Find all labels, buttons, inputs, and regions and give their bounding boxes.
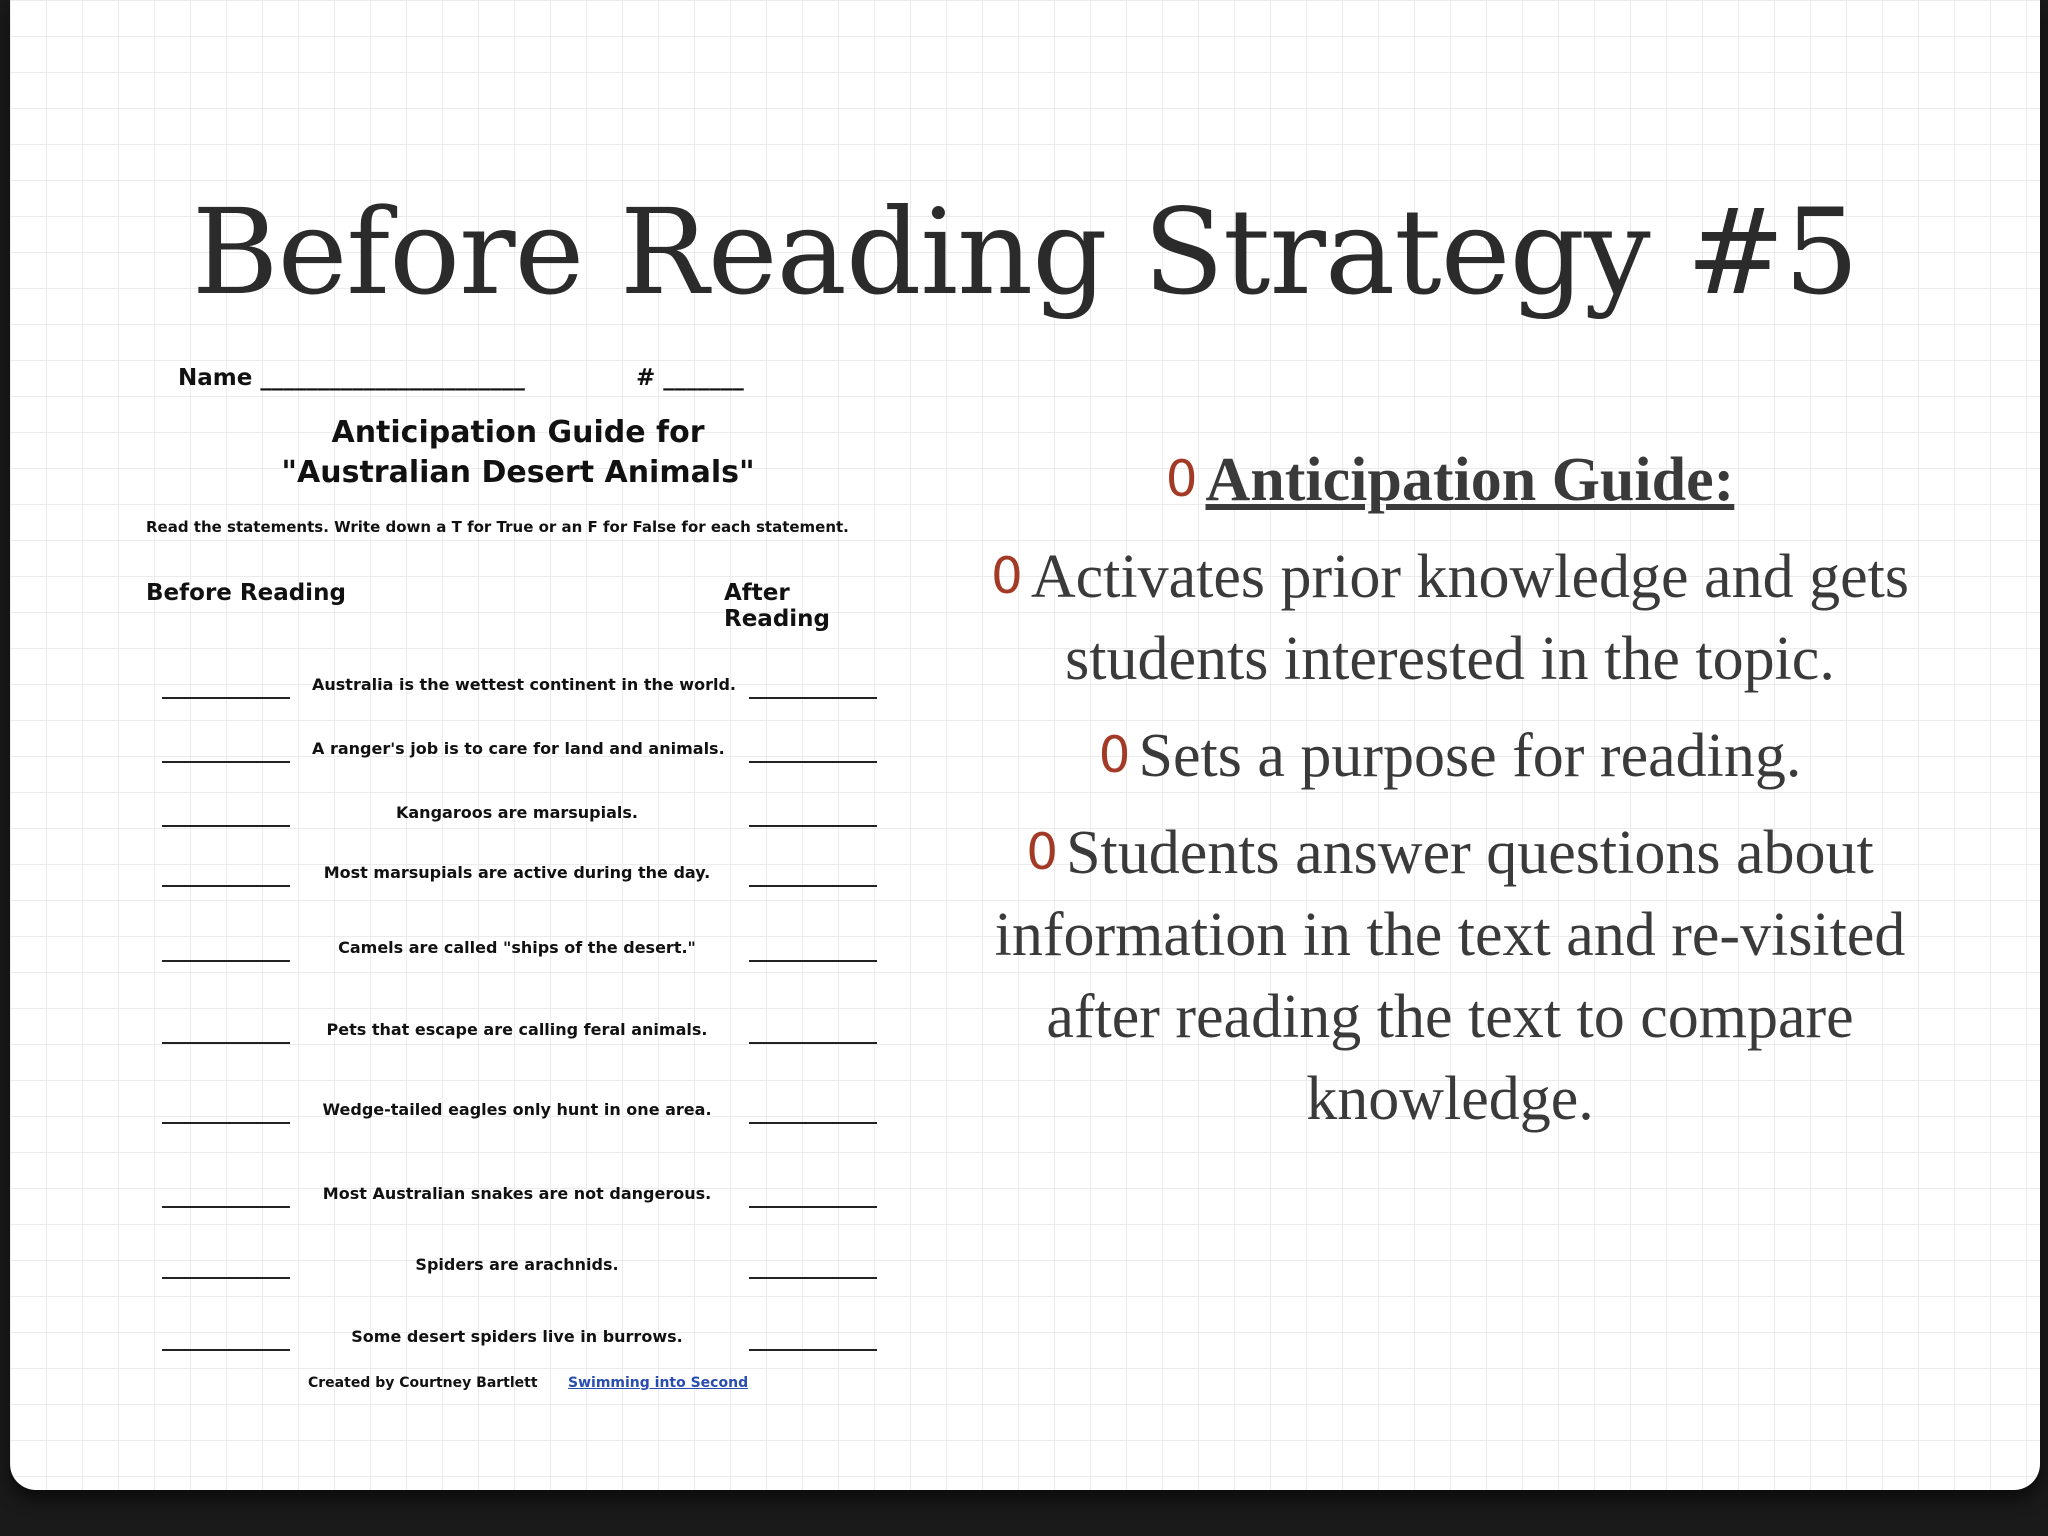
worksheet-row [162,938,877,968]
bullet-item-text: Activates prior knowledge and gets students interested in the topic. [1030,543,1909,693]
slide-title: Before Reading Strategy #5 [191,183,1859,321]
bullet-heading-text: Anticipation Guide: [1205,446,1735,514]
worksheet-row [162,1184,877,1214]
after-answer-line [749,1277,877,1279]
after-answer-line [749,761,877,763]
after-answer-line [749,1042,877,1044]
worksheet-row [162,1255,877,1285]
worksheet-statement: A ranger's job is to care for land and animals. [312,739,725,758]
worksheet-statement: Australia is the wettest continent in the world. [312,675,736,694]
bullet-item [970,535,1930,700]
before-answer-line [162,885,290,887]
before-answer-line [162,960,290,962]
worksheet-footer-link: Swimming into Second [568,1375,749,1391]
worksheet-after-reading-label: After Reading [724,580,831,632]
after-answer-line [749,960,877,962]
before-answer-line [162,1277,290,1279]
worksheet-number-field: # _______ [636,365,744,391]
bullet-marker-icon: 0 [1098,726,1131,784]
worksheet-statement: Kangaroos are marsupials. [395,803,638,822]
worksheet-statement: Most marsupials are active during the day. [323,863,711,882]
after-answer-line [749,1122,877,1124]
worksheet-statement: Spiders are arachnids. [415,1255,619,1274]
worksheet-before-reading-label: Before Reading [146,580,346,606]
after-answer-line [749,697,877,699]
worksheet-instructions: Read the statements. Write down a T for True or an F for False for each statement. [146,518,849,536]
worksheet-statement: Camels are called "ships of the desert." [338,938,696,957]
bullet-item-text: Sets a purpose for reading. [1138,722,1802,790]
worksheet-footer: Created by Courtney Bartlett [308,1375,538,1391]
before-answer-line [162,697,290,699]
worksheet-name-field: Name _______________________ [178,365,525,391]
bullet-item [970,811,1930,1140]
bullet-item [970,714,1930,797]
worksheet-row [162,1327,877,1357]
worksheet-row [162,1020,877,1050]
worksheet-statement: Pets that escape are calling feral animals. [326,1020,708,1039]
worksheet-row [162,675,877,705]
before-answer-line [162,1206,290,1208]
worksheet-row [162,863,877,893]
bullet-marker-icon: 0 [1165,450,1198,508]
before-answer-line [162,1042,290,1044]
before-answer-line [162,761,290,763]
after-answer-line [749,1349,877,1351]
worksheet-statement: Wedge-tailed eagles only hunt in one area. [322,1100,712,1119]
worksheet-statement: Most Australian snakes are not dangerous. [322,1184,712,1203]
before-answer-line [162,825,290,827]
bullet-marker-icon: 0 [1026,823,1059,881]
bullet-marker-icon: 0 [991,547,1023,605]
worksheet-title-line1: Anticipation Guide for [331,415,705,450]
worksheet-row [162,739,877,769]
bullet-list [970,438,1930,1154]
worksheet-title-line2: "Australian Desert Animals" [281,455,755,490]
worksheet-row [162,1100,877,1130]
after-answer-line [749,885,877,887]
before-answer-line [162,1122,290,1124]
slide [10,0,2040,1490]
worksheet-statement: Some desert spiders live in burrows. [351,1327,683,1346]
bullet-heading [970,438,1930,521]
anticipation-guide-worksheet-image [138,355,898,1415]
before-answer-line [162,1349,290,1351]
after-answer-line [749,825,877,827]
worksheet-row [162,803,877,833]
bullet-item-text: Students answer questions about information in the text and re-visited after reading the text to compare knowledge. [994,819,1906,1133]
after-answer-line [749,1206,877,1208]
